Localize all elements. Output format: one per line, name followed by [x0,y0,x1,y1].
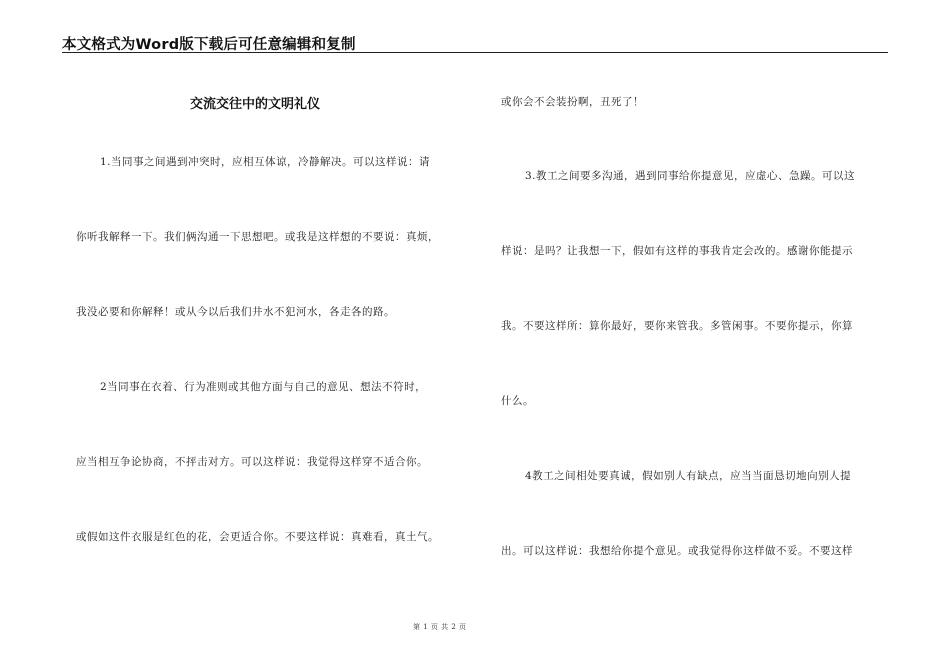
right-column-line-3: 样说：是吗？让我想一下，假如有这样的事我肯定会改的。感谢你能提示 [501,245,853,257]
right-column-line-5: 什么。 [501,395,534,407]
header-divider [62,52,888,53]
left-column-line-5: 应当相互争论协商，不抨击对方。可以这样说：我觉得这样穿不适合你。 [76,456,428,468]
left-column-line-2: 你听我解释一下。我们俩沟通一下思想吧。或我是这样想的不要说：真烦， [76,231,439,243]
right-column-line-2: 3.教工之间要多沟通，遇到同事给你提意见，应虚心、急躁。可以这 [525,170,856,182]
left-column-line-4: 2当同事在衣着、行为准则或其他方面与自己的意见、想法不符时， [100,381,427,393]
right-column-line-1: 或你会不会装扮啊，丑死了！ [501,96,644,108]
left-column-line-1: 1.当同事之间遇到冲突时，应相互体谅，冷静解决。可以这样说：请 [100,156,431,168]
document-banner: 本文格式为Word版下载后可任意编辑和复制 [62,37,356,53]
left-column-line-6: 或假如这件衣服是红色的花，会更适合你。不要这样说：真难看，真土气。 [76,531,439,543]
right-column-line-7: 出。可以这样说：我想给你提个意见。或我觉得你这样做不妥。不要这样 [501,545,853,557]
right-column-line-6: 4教工之间相处要真诚，假如别人有缺点，应当当面恳切地向别人提 [525,470,852,482]
document-title: 交流交往中的文明礼仪 [190,97,321,112]
left-column-line-3: 我没必要和你解释！或从今以后我们井水不犯河水，各走各的路。 [76,306,395,318]
right-column-line-4: 我。不要这样所：算你最好，要你来管我。多管闲事。不要你提示，你算 [501,320,853,332]
page-indicator: 第 1 页 共 2 页 [413,623,467,631]
